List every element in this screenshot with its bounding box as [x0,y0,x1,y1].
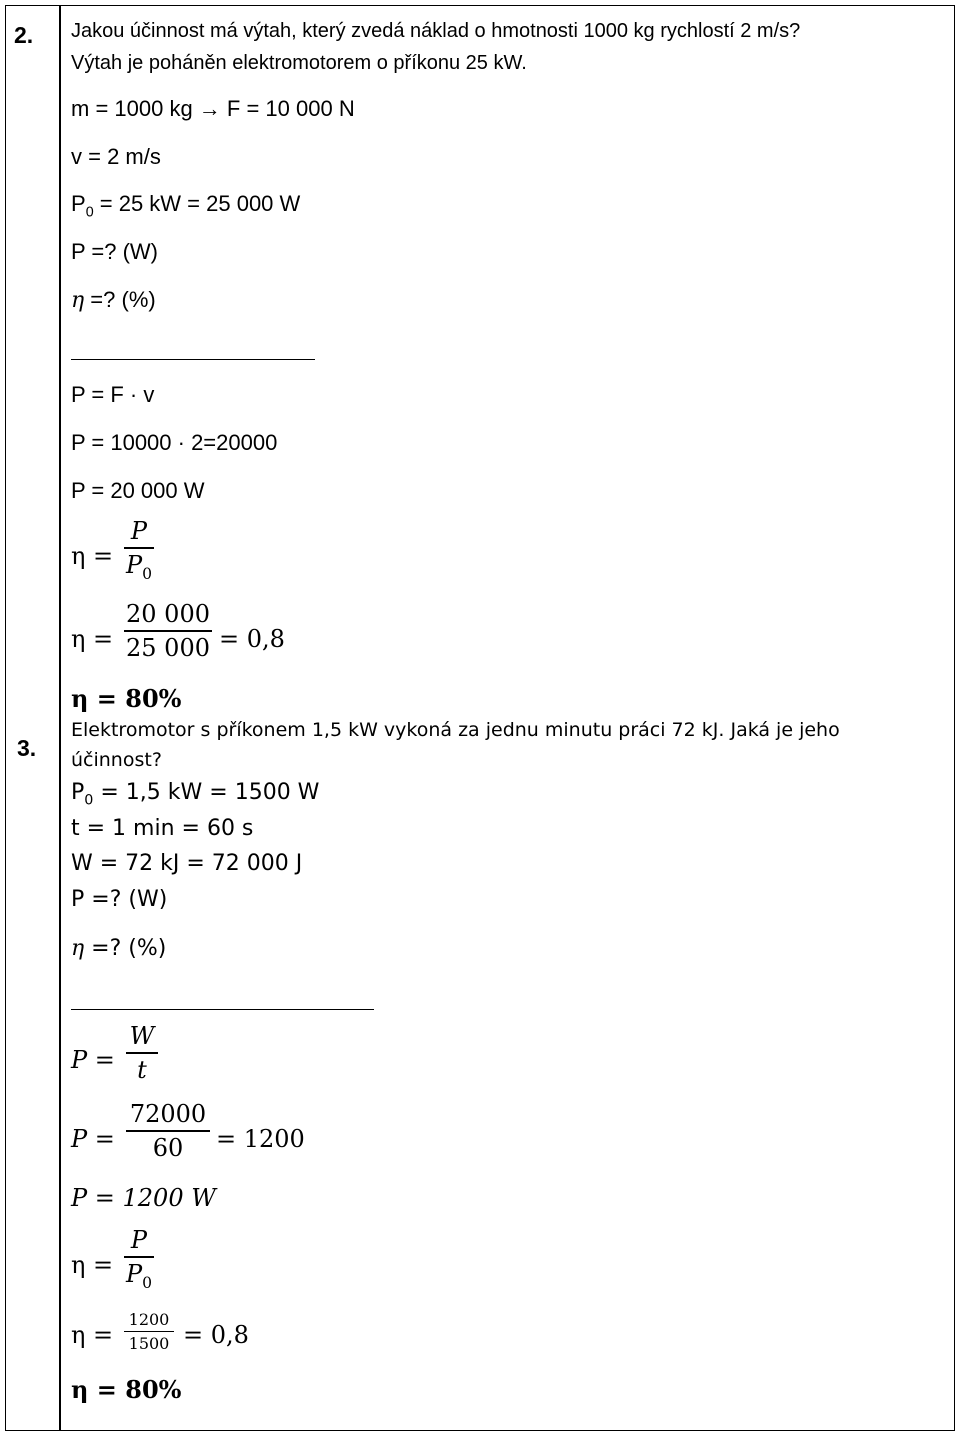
given-input-power [71,780,319,808]
eta-symbol: η [71,936,85,961]
fraction-numerator: 1200 [128,1310,170,1329]
fraction-denominator: t [137,1056,147,1084]
efficiency-value-fraction [124,1310,174,1353]
fraction-denominator: 1500 [128,1334,170,1353]
power-lhs-2: P = [71,1125,115,1153]
given-velocity: v = 2 m/s [71,144,161,169]
power-calculation: P = 10000 · 2=20000 [71,430,278,455]
efficiency-value-fraction [124,600,212,662]
fraction-denominator: $P_0$ [125,1260,153,1292]
power-value-fraction [126,1100,210,1162]
fraction-denominator: $P_0$ [125,551,153,583]
unknown-power: P =? (W) [71,239,159,264]
efficiency-final: η = 80% [71,684,182,713]
power-lhs-1: P = [71,1046,115,1074]
unknown-efficiency [71,287,156,313]
power-fraction [126,1022,158,1084]
given-mass: m = 1000 kg → F = 10 000 N [71,96,355,121]
efficiency-decimal: = 0,8 [219,625,285,653]
eta-lhs-1: η = [71,1251,114,1279]
eta-lhs-2: η = [71,625,114,653]
p0-symbol: P [71,191,86,216]
eta-lhs-2: η = [71,1321,114,1349]
eta-unknown: =? (%) [84,287,156,312]
problem-2-question-line2: Výtah je poháněn elektromotorem o příkonu 25 kW. [71,52,527,74]
efficiency-final: η = 80% [71,1375,182,1404]
power-result: P = 1200 W [71,1184,216,1212]
eta-lhs-1: η = [71,542,114,570]
p0-symbol: P [71,780,85,805]
p0-value: = 1,5 kW = 1500 W [93,780,320,805]
fraction-numerator: P [130,1226,148,1254]
separator-line [71,1009,374,1010]
fraction-numerator: P [130,517,148,545]
fraction-numerator: W [129,1022,155,1050]
eta-symbol: η [71,288,85,313]
fraction-numerator: 72000 [129,1100,207,1128]
p0-value: = 25 kW = 25 000 W [93,191,301,216]
efficiency-fraction [124,1226,154,1292]
power-result: P = 20 000 W [71,478,205,503]
unknown-power: P =? (W) [71,887,168,912]
problem-2-question-line1: Jakou účinnost má výtah, který zvedá náklad o hmotnosti 1000 kg rychlostí 2 m/s? [71,20,801,42]
eta-unknown: =? (%) [84,936,167,961]
number-column-border [5,5,61,1431]
problem-number-2: 2. [14,22,34,48]
efficiency-decimal: = 0,8 [183,1321,249,1349]
problem-3-question-line2: účinnost? [71,749,162,771]
power-value: = 1200 [216,1125,305,1153]
fraction-denominator: 60 [152,1134,184,1162]
power-formula: P = F · v [71,382,155,407]
p0-subscript: 0 [85,204,94,221]
efficiency-fraction [124,517,154,583]
fraction-denominator: 25 000 [126,634,210,662]
given-work: W = 72 kJ = 72 000 J [71,851,303,876]
given-time: t = 1 min = 60 s [71,816,254,841]
problem-3-question-line1: Elektromotor s příkonem 1,5 kW vykoná za jednu minutu práci 72 kJ. Jaká je jeho [71,719,840,741]
problem-number-3: 3. [17,735,37,761]
fraction-numerator: 20 000 [126,600,210,628]
p0-subscript: 0 [84,792,94,809]
unknown-efficiency [71,936,166,961]
separator-line [71,359,315,360]
given-input-power [71,191,300,220]
